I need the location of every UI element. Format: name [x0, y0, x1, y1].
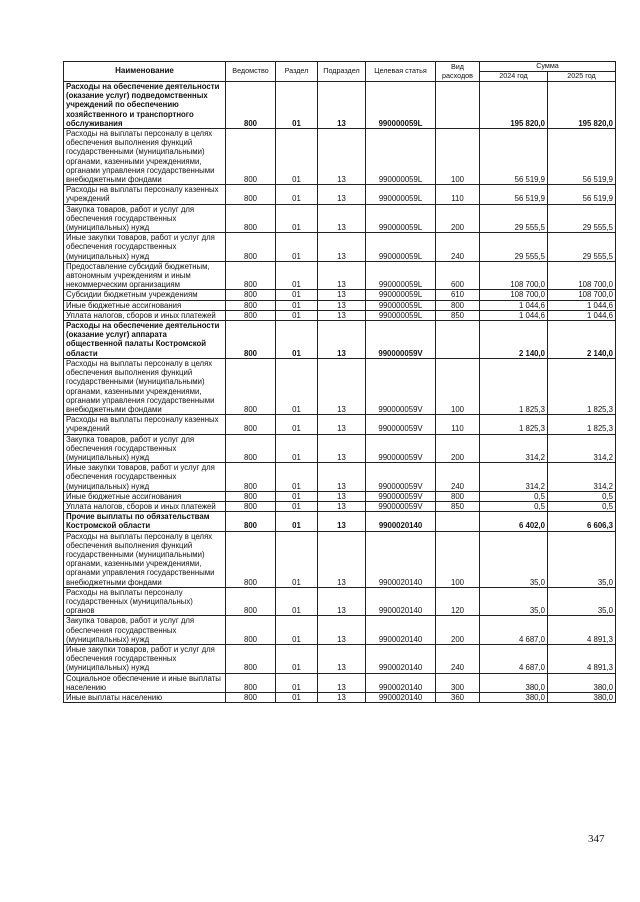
table-row: [64, 300, 616, 310]
row-sum-2024-cell: 0,5: [480, 491, 548, 501]
row-sum-2025-cell: 4 891,3: [548, 644, 616, 673]
table-row: [64, 434, 616, 463]
row-vedomstvo-cell: 800: [226, 415, 276, 434]
row-vedomstvo-cell: 800: [226, 82, 276, 129]
row-expense-type-cell: 120: [436, 587, 480, 616]
header-vedomstvo: Ведомство: [226, 62, 276, 82]
row-vedomstvo-cell: 800: [226, 644, 276, 673]
row-sum-2024-cell: 314,2: [480, 463, 548, 492]
row-vedomstvo-cell: 800: [226, 300, 276, 310]
row-expense-type-cell: 300: [436, 673, 480, 692]
table-row: [64, 261, 616, 290]
row-name-cell: Уплата налогов, сборов и иных платежей: [64, 310, 226, 320]
row-razdel-cell: 01: [276, 310, 318, 320]
row-vedomstvo-cell: 800: [226, 616, 276, 645]
row-target-article-cell: 990000059V: [366, 434, 436, 463]
row-razdel-cell: 01: [276, 129, 318, 185]
row-target-article-cell: 990000059L: [366, 204, 436, 233]
row-sum-2024-cell: 56 519,9: [480, 185, 548, 204]
table-row: [64, 512, 616, 531]
row-sum-2024-cell: 1 825,3: [480, 415, 548, 434]
row-podrazdel-cell: 13: [318, 233, 366, 262]
row-target-article-cell: 990000059V: [366, 415, 436, 434]
row-expense-type-cell: 600: [436, 261, 480, 290]
row-target-article-cell: 990000059V: [366, 491, 436, 501]
row-vedomstvo-cell: 800: [226, 358, 276, 414]
row-sum-2025-cell: 380,0: [548, 673, 616, 692]
row-name-cell: Иные выплаты населению: [64, 693, 226, 703]
row-target-article-cell: 9900020140: [366, 644, 436, 673]
row-expense-type-cell: 800: [436, 300, 480, 310]
row-name-cell: Расходы на обеспечение деятельности (оказание услуг) подведомственных учреждений по обеспечению хозяйственного и транспортного обслуживания: [64, 82, 226, 129]
row-sum-2025-cell: 314,2: [548, 434, 616, 463]
row-razdel-cell: 01: [276, 463, 318, 492]
row-sum-2025-cell: 56 519,9: [548, 129, 616, 185]
header-expense-type: Вид расходов: [436, 62, 480, 82]
row-razdel-cell: 01: [276, 261, 318, 290]
row-razdel-cell: 01: [276, 300, 318, 310]
row-expense-type-cell: 240: [436, 233, 480, 262]
row-name-cell: Расходы на выплаты персоналу в целях обеспечения выполнения функций государственными (муниципальными) органами, казенными учреждениями, органами управления государственными внебюджетными фондами: [64, 129, 226, 185]
row-podrazdel-cell: 13: [318, 358, 366, 414]
table-row: [64, 290, 616, 300]
row-vedomstvo-cell: 800: [226, 434, 276, 463]
row-vedomstvo-cell: 800: [226, 531, 276, 587]
row-target-article-cell: 990000059L: [366, 310, 436, 320]
row-sum-2024-cell: 195 820,0: [480, 82, 548, 129]
row-vedomstvo-cell: 800: [226, 512, 276, 531]
row-podrazdel-cell: 13: [318, 129, 366, 185]
row-target-article-cell: 990000059L: [366, 185, 436, 204]
table-row: [64, 321, 616, 359]
row-expense-type-cell: 100: [436, 129, 480, 185]
header-name: Наименование: [64, 62, 226, 82]
row-podrazdel-cell: 13: [318, 587, 366, 616]
table-row: [64, 587, 616, 616]
row-podrazdel-cell: 13: [318, 512, 366, 531]
row-sum-2025-cell: 108 700,0: [548, 290, 616, 300]
table-row: [64, 531, 616, 587]
row-target-article-cell: 9900020140: [366, 616, 436, 645]
row-target-article-cell: 9900020140: [366, 587, 436, 616]
row-sum-2024-cell: 29 555,5: [480, 204, 548, 233]
row-target-article-cell: 990000059L: [366, 290, 436, 300]
row-sum-2025-cell: 1 044,6: [548, 310, 616, 320]
row-vedomstvo-cell: 800: [226, 587, 276, 616]
header-year-2025: 2025 год: [548, 72, 616, 82]
row-expense-type-cell: 850: [436, 310, 480, 320]
row-sum-2025-cell: 195 820,0: [548, 82, 616, 129]
row-target-article-cell: 9900020140: [366, 512, 436, 531]
table-body: [64, 82, 616, 703]
row-razdel-cell: 01: [276, 82, 318, 129]
row-target-article-cell: 990000059L: [366, 261, 436, 290]
row-sum-2024-cell: 380,0: [480, 673, 548, 692]
row-podrazdel-cell: 13: [318, 434, 366, 463]
row-target-article-cell: 990000059L: [366, 82, 436, 129]
row-razdel-cell: 01: [276, 233, 318, 262]
row-sum-2024-cell: 380,0: [480, 693, 548, 703]
row-sum-2024-cell: 4 687,0: [480, 644, 548, 673]
row-razdel-cell: 01: [276, 434, 318, 463]
row-sum-2025-cell: 0,5: [548, 491, 616, 501]
row-target-article-cell: 990000059V: [366, 501, 436, 511]
row-sum-2025-cell: 6 606,3: [548, 512, 616, 531]
row-target-article-cell: 990000059V: [366, 358, 436, 414]
row-sum-2025-cell: 29 555,5: [548, 233, 616, 262]
row-sum-2025-cell: 314,2: [548, 463, 616, 492]
row-expense-type-cell: 240: [436, 644, 480, 673]
row-podrazdel-cell: 13: [318, 261, 366, 290]
row-sum-2025-cell: 2 140,0: [548, 321, 616, 359]
row-expense-type-cell: 100: [436, 358, 480, 414]
row-podrazdel-cell: 13: [318, 82, 366, 129]
row-sum-2025-cell: 1 825,3: [548, 415, 616, 434]
row-name-cell: Расходы на обеспечение деятельности (оказание услуг) аппарата общественной палаты Костромской области: [64, 321, 226, 359]
row-name-cell: Социальное обеспечение и иные выплаты населению: [64, 673, 226, 692]
row-vedomstvo-cell: 800: [226, 129, 276, 185]
row-sum-2024-cell: 35,0: [480, 587, 548, 616]
table-row: [64, 204, 616, 233]
row-sum-2025-cell: 35,0: [548, 531, 616, 587]
row-razdel-cell: 01: [276, 616, 318, 645]
row-podrazdel-cell: 13: [318, 531, 366, 587]
row-expense-type-cell: 200: [436, 434, 480, 463]
table-row: [64, 673, 616, 692]
row-sum-2024-cell: 29 555,5: [480, 233, 548, 262]
row-expense-type-cell: [436, 512, 480, 531]
row-razdel-cell: 01: [276, 204, 318, 233]
row-sum-2025-cell: 108 700,0: [548, 261, 616, 290]
row-vedomstvo-cell: 800: [226, 673, 276, 692]
row-name-cell: Расходы на выплаты персоналу казенных учреждений: [64, 415, 226, 434]
row-sum-2025-cell: 4 891,3: [548, 616, 616, 645]
row-expense-type-cell: 610: [436, 290, 480, 300]
row-sum-2024-cell: 35,0: [480, 531, 548, 587]
row-name-cell: Иные закупки товаров, работ и услуг для обеспечения государственных (муниципальных) нужд: [64, 463, 226, 492]
row-name-cell: Прочие выплаты по обязательствам Костромской области: [64, 512, 226, 531]
row-podrazdel-cell: 13: [318, 644, 366, 673]
row-sum-2025-cell: 56 519,9: [548, 185, 616, 204]
row-razdel-cell: 01: [276, 644, 318, 673]
row-sum-2025-cell: 380,0: [548, 693, 616, 703]
header-year-2024: 2024 год: [480, 72, 548, 82]
budget-table-sheet: [63, 61, 615, 703]
row-vedomstvo-cell: 800: [226, 290, 276, 300]
row-target-article-cell: 9900020140: [366, 693, 436, 703]
row-razdel-cell: 01: [276, 491, 318, 501]
row-sum-2024-cell: 2 140,0: [480, 321, 548, 359]
table-row: [64, 82, 616, 129]
row-vedomstvo-cell: 800: [226, 491, 276, 501]
row-expense-type-cell: 110: [436, 415, 480, 434]
row-expense-type-cell: 200: [436, 616, 480, 645]
table-row: [64, 463, 616, 492]
row-podrazdel-cell: 13: [318, 673, 366, 692]
row-name-cell: Расходы на выплаты персоналу государственных (муниципальных) органов: [64, 587, 226, 616]
row-podrazdel-cell: 13: [318, 321, 366, 359]
header-target-article: Целевая статья: [366, 62, 436, 82]
header-podrazdel: Подраздел: [318, 62, 366, 82]
row-podrazdel-cell: 13: [318, 501, 366, 511]
row-razdel-cell: 01: [276, 587, 318, 616]
row-podrazdel-cell: 13: [318, 300, 366, 310]
row-name-cell: Предоставление субсидий бюджетным, автономным учреждениям и иным некоммерческим организациям: [64, 261, 226, 290]
table-row: [64, 501, 616, 511]
row-expense-type-cell: 360: [436, 693, 480, 703]
table-row: [64, 491, 616, 501]
row-target-article-cell: 990000059V: [366, 463, 436, 492]
row-target-article-cell: 990000059L: [366, 129, 436, 185]
row-podrazdel-cell: 13: [318, 616, 366, 645]
row-sum-2025-cell: 0,5: [548, 501, 616, 511]
row-target-article-cell: 9900020140: [366, 531, 436, 587]
row-expense-type-cell: 110: [436, 185, 480, 204]
row-razdel-cell: 01: [276, 185, 318, 204]
row-name-cell: Иные закупки товаров, работ и услуг для обеспечения государственных (муниципальных) нужд: [64, 233, 226, 262]
row-podrazdel-cell: 13: [318, 415, 366, 434]
row-expense-type-cell: 100: [436, 531, 480, 587]
row-podrazdel-cell: 13: [318, 693, 366, 703]
row-podrazdel-cell: 13: [318, 185, 366, 204]
row-sum-2024-cell: 314,2: [480, 434, 548, 463]
row-sum-2024-cell: 1 825,3: [480, 358, 548, 414]
row-vedomstvo-cell: 800: [226, 463, 276, 492]
row-target-article-cell: 990000059L: [366, 300, 436, 310]
row-expense-type-cell: [436, 321, 480, 359]
row-expense-type-cell: 240: [436, 463, 480, 492]
header-razdel: Раздел: [276, 62, 318, 82]
page-number: 347: [588, 833, 605, 845]
row-sum-2024-cell: 0,5: [480, 501, 548, 511]
row-podrazdel-cell: 13: [318, 204, 366, 233]
row-sum-2024-cell: 56 519,9: [480, 129, 548, 185]
table-row: [64, 358, 616, 414]
row-razdel-cell: 01: [276, 358, 318, 414]
row-name-cell: Иные закупки товаров, работ и услуг для обеспечения государственных (муниципальных) нужд: [64, 644, 226, 673]
row-sum-2025-cell: 1 044,6: [548, 300, 616, 310]
row-name-cell: Закупка товаров, работ и услуг для обеспечения государственных (муниципальных) нужд: [64, 434, 226, 463]
row-razdel-cell: 01: [276, 415, 318, 434]
row-sum-2024-cell: 108 700,0: [480, 290, 548, 300]
row-expense-type-cell: 800: [436, 491, 480, 501]
row-expense-type-cell: 200: [436, 204, 480, 233]
row-podrazdel-cell: 13: [318, 290, 366, 300]
row-razdel-cell: 01: [276, 501, 318, 511]
table-row: [64, 415, 616, 434]
row-vedomstvo-cell: 800: [226, 233, 276, 262]
row-razdel-cell: 01: [276, 512, 318, 531]
row-target-article-cell: 990000059L: [366, 233, 436, 262]
row-vedomstvo-cell: 800: [226, 310, 276, 320]
row-sum-2025-cell: 1 825,3: [548, 358, 616, 414]
row-razdel-cell: 01: [276, 693, 318, 703]
row-name-cell: Закупка товаров, работ и услуг для обеспечения государственных (муниципальных) нужд: [64, 616, 226, 645]
row-sum-2025-cell: 35,0: [548, 587, 616, 616]
row-vedomstvo-cell: 800: [226, 204, 276, 233]
row-vedomstvo-cell: 800: [226, 501, 276, 511]
row-podrazdel-cell: 13: [318, 463, 366, 492]
row-vedomstvo-cell: 800: [226, 185, 276, 204]
budget-table: [63, 61, 616, 703]
row-target-article-cell: 990000059V: [366, 321, 436, 359]
row-razdel-cell: 01: [276, 290, 318, 300]
row-podrazdel-cell: 13: [318, 310, 366, 320]
header-sum: Сумма: [480, 62, 616, 72]
row-vedomstvo-cell: 800: [226, 261, 276, 290]
row-name-cell: Расходы на выплаты персоналу в целях обеспечения выполнения функций государственными (муниципальными) органами, казенными учреждениями, органами управления государственными внебюджетными фондами: [64, 531, 226, 587]
row-razdel-cell: 01: [276, 673, 318, 692]
row-sum-2025-cell: 29 555,5: [548, 204, 616, 233]
row-name-cell: Иные бюджетные ассигнования: [64, 300, 226, 310]
row-sum-2024-cell: 108 700,0: [480, 261, 548, 290]
row-razdel-cell: 01: [276, 321, 318, 359]
row-vedomstvo-cell: 800: [226, 693, 276, 703]
table-row: [64, 185, 616, 204]
row-target-article-cell: 9900020140: [366, 673, 436, 692]
table-row: [64, 129, 616, 185]
table-row: [64, 310, 616, 320]
row-sum-2024-cell: 6 402,0: [480, 512, 548, 531]
table-row: [64, 233, 616, 262]
row-sum-2024-cell: 4 687,0: [480, 616, 548, 645]
table-row: [64, 644, 616, 673]
table-row: [64, 693, 616, 703]
row-sum-2024-cell: 1 044,6: [480, 310, 548, 320]
table-row: [64, 616, 616, 645]
row-podrazdel-cell: 13: [318, 491, 366, 501]
row-name-cell: Расходы на выплаты персоналу в целях обеспечения выполнения функций государственными (муниципальными) органами, казенными учреждениями, органами управления государственными внебюджетными фондами: [64, 358, 226, 414]
row-name-cell: Расходы на выплаты персоналу казенных учреждений: [64, 185, 226, 204]
row-name-cell: Иные бюджетные ассигнования: [64, 491, 226, 501]
row-name-cell: Уплата налогов, сборов и иных платежей: [64, 501, 226, 511]
row-name-cell: Закупка товаров, работ и услуг для обеспечения государственных (муниципальных) нужд: [64, 204, 226, 233]
row-razdel-cell: 01: [276, 531, 318, 587]
row-name-cell: Субсидии бюджетным учреждениям: [64, 290, 226, 300]
row-sum-2024-cell: 1 044,6: [480, 300, 548, 310]
row-vedomstvo-cell: 800: [226, 321, 276, 359]
row-expense-type-cell: [436, 82, 480, 129]
row-expense-type-cell: 850: [436, 501, 480, 511]
